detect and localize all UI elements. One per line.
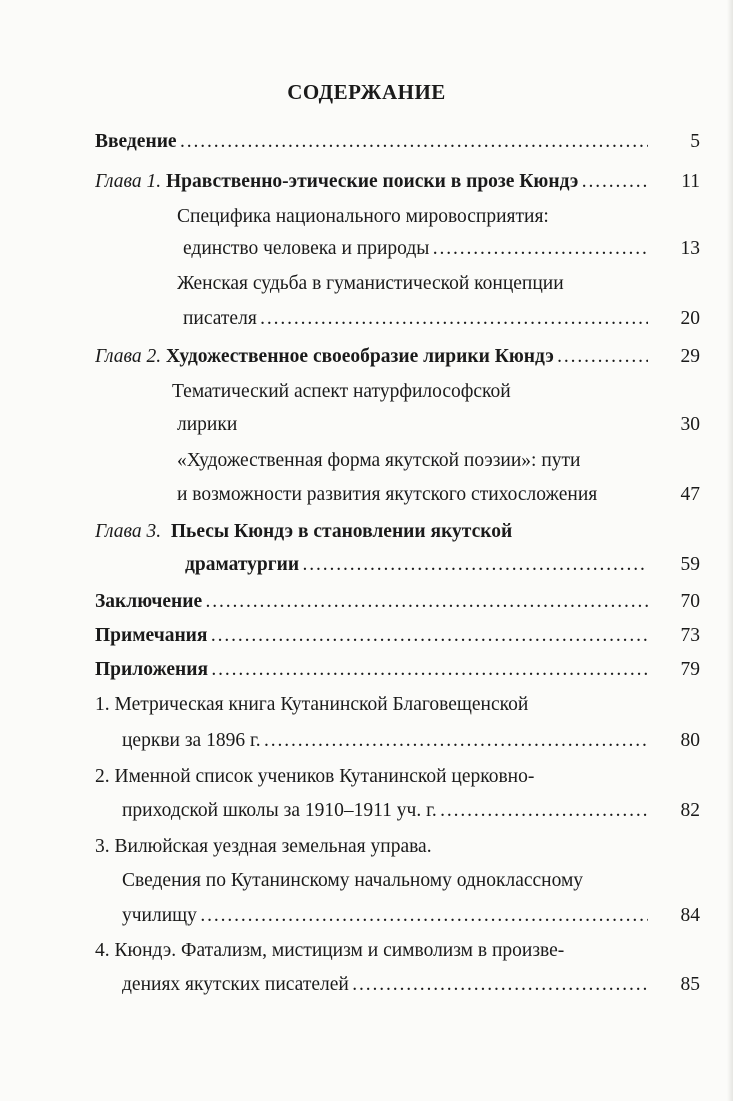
page-number: 11	[681, 171, 700, 192]
page-number: 59	[680, 554, 700, 575]
appendix-item-line: 4. Кюндэ. Фатализм, мистицизм и символизм в произве-	[95, 940, 565, 961]
toc-section-line: единство человека и природы . . .	[183, 232, 648, 266]
chapter-prefix: Глава 2.	[95, 346, 162, 367]
toc-section-line: и возможности развития якутского стихосложения	[177, 484, 598, 505]
chapter-title: Нравственно-этические поиски в прозе Кюндэ	[166, 171, 579, 192]
appendix-item-line: училищу . . .	[122, 899, 648, 933]
chapter-prefix: Глава 1.	[95, 171, 162, 192]
appendix-item-line: Сведения по Кутанинскому начальному одноклассному	[122, 870, 584, 891]
page-number: 47	[680, 484, 700, 505]
toc-section-line: «Художественная форма якутской поэзии»: пути	[177, 450, 581, 471]
toc-entry-appendices: Приложения . . .	[95, 653, 648, 687]
toc-section-line: Женская судьба в гуманистической концепции	[177, 273, 564, 294]
page-number: 79	[680, 659, 700, 680]
toc-entry-intro: Введение . . .	[95, 125, 648, 159]
toc-entry-chapter-3	[95, 515, 648, 549]
toc-section-line: драматургии . . .	[185, 548, 648, 582]
page-number: 85	[680, 974, 700, 995]
page-number: 30	[680, 414, 700, 435]
appendix-item-line: приходской школы за 1910–1911 уч. г. . . .	[122, 794, 648, 828]
appendix-item-line: дениях якутских писателей . . .	[122, 968, 648, 1002]
page-number: 29	[680, 346, 700, 367]
toc-section-line: Тематический аспект натурфилософской	[172, 381, 511, 402]
page-number: 73	[680, 625, 700, 646]
appendix-item-line: церкви за 1896 г. . . .	[122, 724, 648, 758]
page-number: 5	[690, 131, 700, 152]
appendix-item-line: 1. Метрическая книга Кутанинской Благовещенской	[95, 694, 529, 715]
chapter-title: Художественное своеобразие лирики Кюндэ	[166, 346, 554, 367]
appendix-item-line: 3. Вилюйская уездная земельная управа.	[95, 836, 432, 857]
toc-entry-conclusion: Заключение . . .	[95, 585, 648, 619]
page-edge-shadow	[727, 0, 733, 1101]
toc-section-line: Специфика национального мировосприятия:	[177, 206, 549, 227]
page-number: 84	[680, 905, 700, 926]
toc-section-line: лирики	[177, 414, 238, 435]
toc-entry-chapter-2	[95, 340, 648, 374]
page-number: 20	[680, 308, 700, 329]
toc-entry-notes: Примечания . . .	[95, 619, 648, 653]
page-number: 13	[680, 238, 700, 259]
toc-section-line: писателя . . .	[183, 302, 648, 336]
chapter-prefix: Глава 3.	[95, 521, 162, 542]
chapter-title: Пьесы Кюндэ в становлении якутской	[170, 521, 513, 542]
page-number: 70	[680, 591, 700, 612]
appendix-item-line: 2. Именной список учеников Кутанинской церковно-	[95, 766, 535, 787]
page-number: 82	[680, 800, 700, 821]
toc-entry-chapter-1	[95, 165, 648, 199]
page-number: 80	[680, 730, 700, 751]
page-title: СОДЕРЖАНИЕ	[287, 80, 446, 104]
